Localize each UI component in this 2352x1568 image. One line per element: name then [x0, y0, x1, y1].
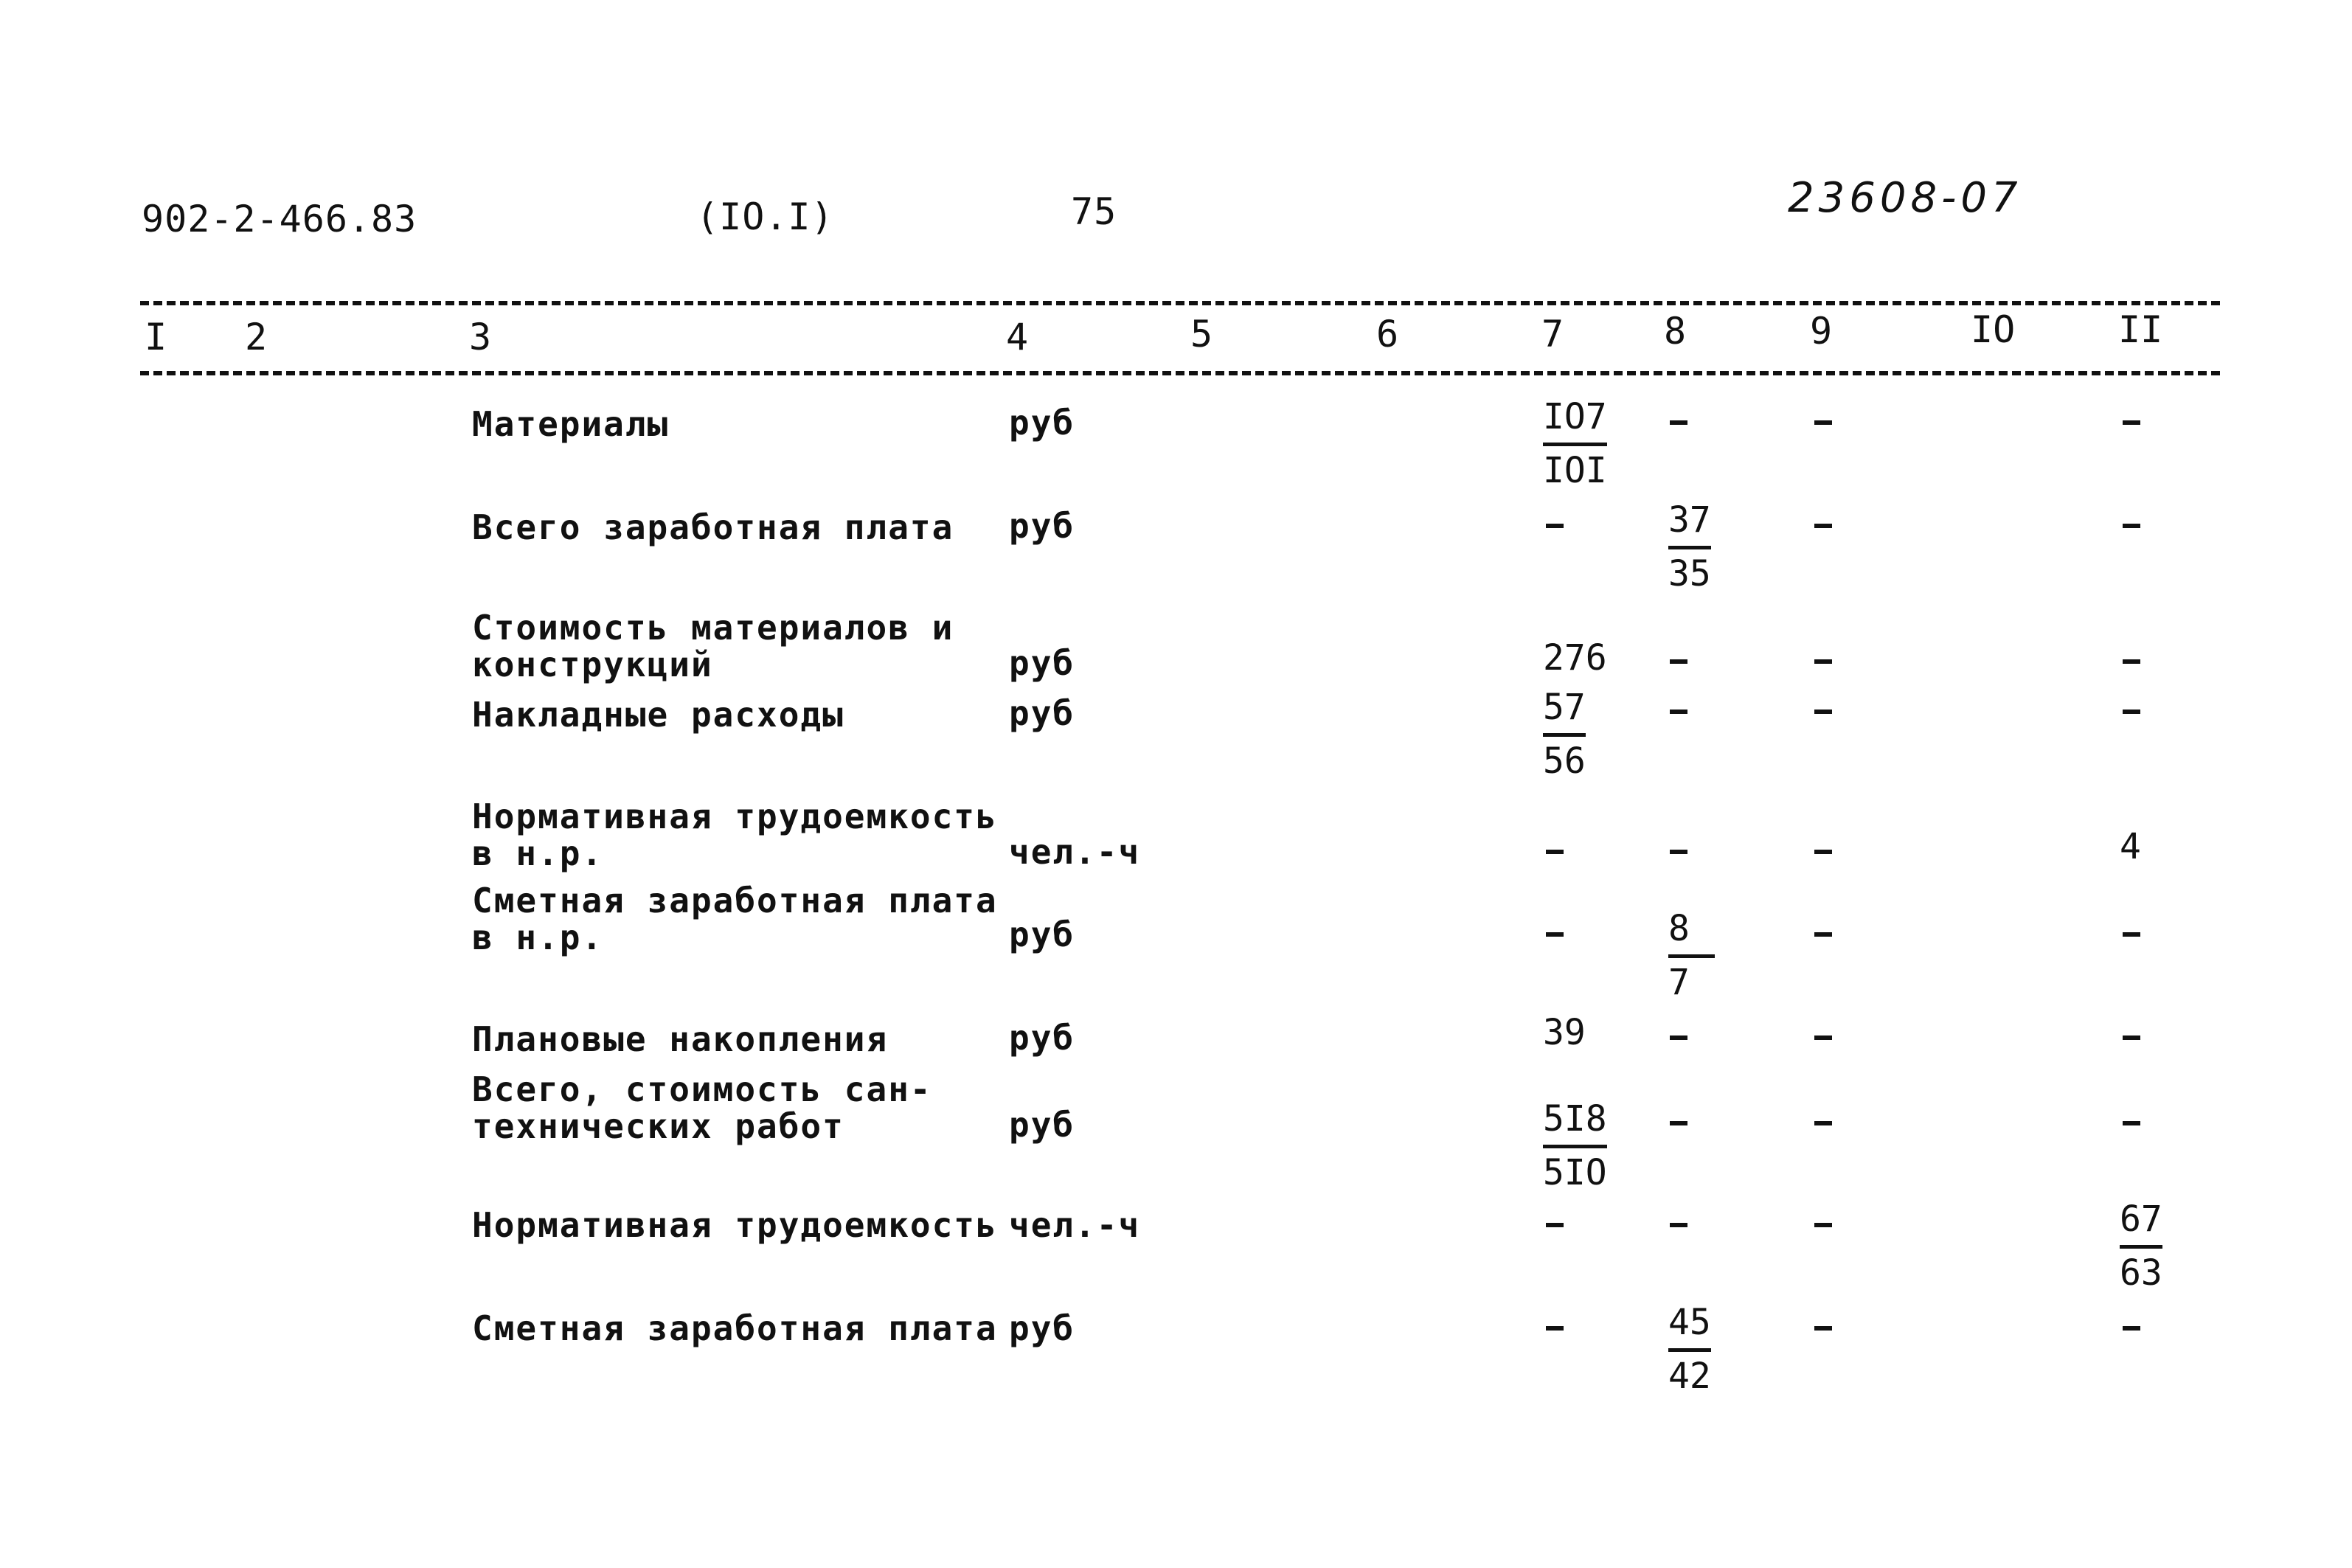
row-unit: руб [1009, 1018, 1075, 1058]
empty-dash [1546, 524, 1564, 528]
row-value: 276 [1543, 637, 1607, 679]
empty-dash [2123, 420, 2140, 425]
fraction-numerator: 5I8 [1543, 1095, 1607, 1148]
empty-dash [1814, 659, 1832, 664]
column-header: 7 [1541, 313, 1564, 355]
column-header: 4 [1006, 316, 1029, 358]
value-fraction [1668, 904, 1715, 1007]
row-label-line: технических работ [472, 1106, 844, 1146]
empty-dash [2123, 1121, 2140, 1125]
row-label-line: Нормативная трудоемкость [472, 797, 998, 836]
empty-dash [1670, 420, 1687, 425]
row-label-line: Всего, стоимость сан- [472, 1069, 932, 1109]
row-unit: руб [1009, 693, 1075, 733]
empty-dash [1546, 932, 1564, 937]
empty-dash [1670, 1035, 1687, 1040]
empty-dash [1670, 850, 1687, 854]
row-unit: руб [1009, 1105, 1075, 1145]
row-label-line: в н.р. [472, 833, 604, 873]
empty-dash [2123, 932, 2140, 937]
column-header: 8 [1664, 310, 1687, 353]
row-label [472, 609, 954, 683]
section-number: (IO.I) [696, 195, 834, 238]
fraction-denominator: 5IO [1543, 1152, 1607, 1193]
empty-dash [1814, 932, 1832, 937]
empty-dash [1814, 524, 1832, 528]
fraction-numerator: 57 [1543, 683, 1586, 737]
row-label: Материалы [472, 404, 670, 444]
row-value: 39 [1543, 1012, 1586, 1053]
page-number: 75 [1071, 190, 1117, 233]
table-header-rule [140, 371, 2220, 375]
document-number: 902-2-466.83 [142, 198, 417, 240]
empty-dash [1814, 850, 1832, 854]
fraction-numerator: IO7 [1543, 392, 1607, 446]
row-unit: руб [1009, 643, 1075, 683]
empty-dash [2123, 659, 2140, 664]
column-header: 5 [1190, 313, 1213, 355]
row-unit: руб [1009, 1308, 1075, 1348]
row-label-line: Стоимость материалов и [472, 608, 954, 648]
fraction-denominator: 56 [1543, 740, 1586, 782]
row-label: Всего заработная плата [472, 507, 954, 547]
fraction-numerator: 8 [1668, 904, 1715, 958]
value-fraction [1668, 496, 1711, 598]
row-label-line: Сметная заработная плата [472, 881, 998, 920]
row-unit: руб [1009, 915, 1075, 954]
empty-dash [1814, 710, 1832, 714]
empty-dash [2123, 1326, 2140, 1331]
fraction-numerator: 67 [2120, 1195, 2162, 1249]
row-label: Плановые накопления [472, 1019, 889, 1059]
column-header: 9 [1810, 310, 1833, 353]
fraction-denominator: IOI [1543, 450, 1607, 491]
row-label: Накладные расходы [472, 695, 844, 735]
empty-dash [1814, 1326, 1832, 1331]
fraction-denominator: 7 [1668, 962, 1690, 1003]
table-top-rule [140, 301, 2220, 305]
fraction-denominator: 35 [1668, 553, 1711, 594]
row-label: Сметная заработная плата [472, 1308, 998, 1348]
empty-dash [1814, 1035, 1832, 1040]
column-header: II [2118, 308, 2163, 351]
empty-dash [1814, 1223, 1832, 1227]
empty-dash [2123, 710, 2140, 714]
row-label [472, 882, 998, 956]
row-unit: чел.-ч [1009, 832, 1141, 872]
fraction-denominator: 63 [2120, 1252, 2162, 1294]
column-header: I [145, 316, 167, 358]
empty-dash [1814, 420, 1832, 425]
empty-dash [1670, 710, 1687, 714]
empty-dash [1670, 1223, 1687, 1227]
row-unit: чел.-ч [1009, 1205, 1141, 1245]
handwritten-stamp: 23608-07 [1788, 174, 2022, 222]
value-fraction [2120, 1195, 2162, 1297]
column-header: IO [1971, 308, 2016, 351]
value-fraction [1668, 1298, 1711, 1401]
empty-dash [1670, 1121, 1687, 1125]
value-fraction [1543, 392, 1607, 495]
row-value: 4 [2120, 826, 2141, 867]
column-header: 3 [469, 316, 492, 358]
fraction-numerator: 45 [1668, 1298, 1711, 1352]
empty-dash [1814, 1121, 1832, 1125]
row-label: Нормативная трудоемкость [472, 1205, 998, 1245]
fraction-denominator: 42 [1668, 1356, 1711, 1397]
row-label [472, 1071, 932, 1145]
fraction-numerator: 37 [1668, 496, 1711, 549]
row-label-line: в н.р. [472, 917, 604, 957]
row-label [472, 798, 998, 872]
empty-dash [2123, 1035, 2140, 1040]
empty-dash [2123, 524, 2140, 528]
row-unit: руб [1009, 403, 1075, 443]
empty-dash [1546, 1326, 1564, 1331]
empty-dash [1546, 850, 1564, 854]
value-fraction [1543, 1095, 1607, 1197]
row-label-line: конструкций [472, 645, 713, 684]
value-fraction [1543, 683, 1586, 785]
empty-dash [1670, 659, 1687, 664]
column-header: 6 [1376, 313, 1399, 355]
row-unit: руб [1009, 506, 1075, 546]
column-header: 2 [245, 316, 268, 358]
empty-dash [1546, 1223, 1564, 1227]
